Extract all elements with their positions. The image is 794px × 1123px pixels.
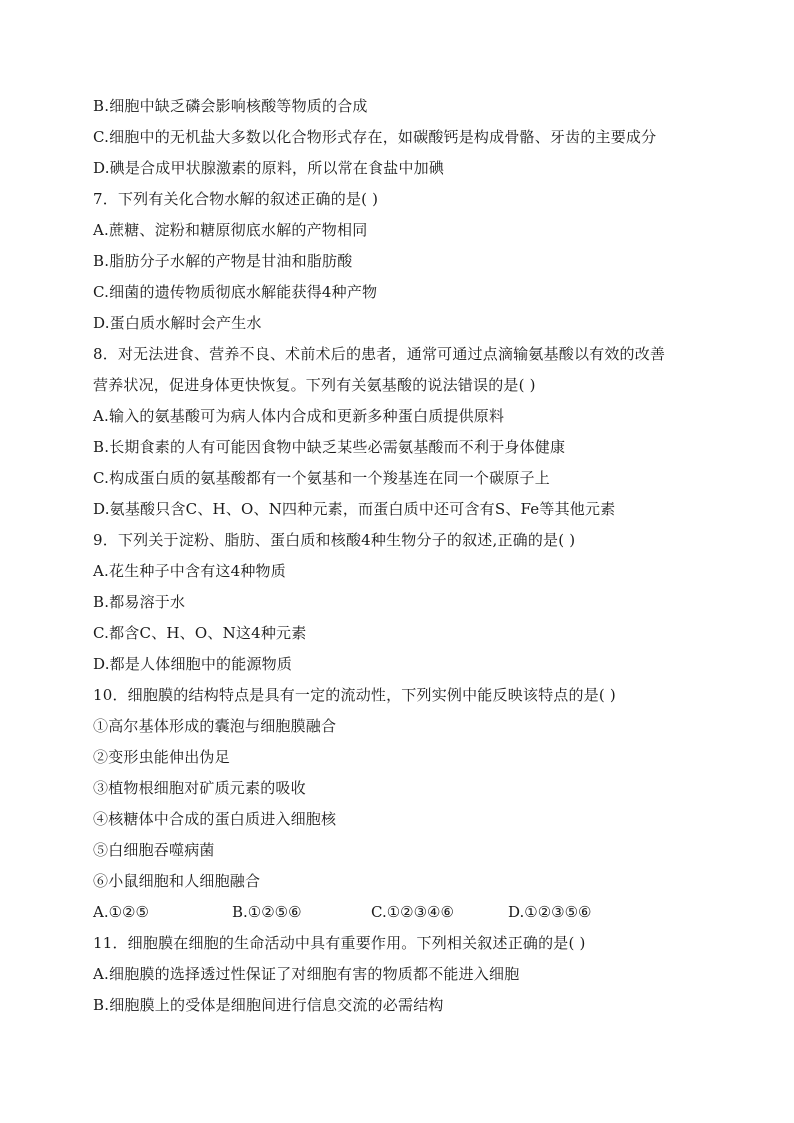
q10-option-c: C.①②③④⑥	[371, 903, 454, 921]
q10-item-5: ⑤白细胞吞噬病菌	[93, 841, 215, 859]
q6-option-b: B.细胞中缺乏磷会影响核酸等物质的合成	[93, 97, 368, 115]
q10-options-row	[93, 897, 713, 928]
q9-stem: 9．下列关于淀粉、脂肪、蛋白质和核酸4种生物分子的叙述,正确的是( )	[93, 531, 576, 549]
q9-option-c: C.都含C、H、O、N这4种元素	[93, 624, 307, 642]
q10-option-a: A.①②⑤	[93, 903, 149, 921]
q7-option-a: A.蔗糖、淀粉和糖原彻底水解的产物相同	[93, 221, 368, 239]
q8-stem-line-1: 8．对无法进食、营养不良、术前术后的患者，通常可通过点滴输氨基酸以有效的改善	[93, 345, 666, 363]
q7-option-b: B.脂肪分子水解的产物是甘油和脂肪酸	[93, 252, 353, 270]
q10-item-3: ③植物根细胞对矿质元素的吸收	[93, 779, 306, 797]
q6-option-d: D.碘是合成甲状腺激素的原料，所以常在食盐中加碘	[93, 159, 445, 177]
q9-option-b: B.都易溶于水	[93, 593, 186, 611]
q10-option-b: B.①②⑤⑥	[232, 903, 302, 921]
q10-item-6: ⑥小鼠细胞和人细胞融合	[93, 872, 261, 890]
q10-item-1: ①高尔基体形成的囊泡与细胞膜融合	[93, 717, 337, 735]
q6-option-c: C.细胞中的无机盐大多数以化合物形式存在，如碳酸钙是构成骨骼、牙齿的主要成分	[93, 128, 657, 146]
q7-stem: 7．下列有关化合物水解的叙述正确的是( )	[93, 190, 379, 208]
q10-item-2: ②变形虫能伸出伪足	[93, 748, 230, 766]
q10-option-d: D.①②③⑤⑥	[508, 903, 592, 921]
q10-stem: 10．细胞膜的结构特点是具有一定的流动性，下列实例中能反映该特点的是( )	[93, 686, 616, 704]
q7-option-c: C.细菌的遗传物质彻底水解能获得4种产物	[93, 283, 378, 301]
q8-option-c: C.构成蛋白质的氨基酸都有一个氨基和一个羧基连在同一个碳原子上	[93, 469, 550, 487]
q9-option-d: D.都是人体细胞中的能源物质	[93, 655, 293, 673]
q8-option-b: B.长期食素的人有可能因食物中缺乏某些必需氨基酸而不利于身体健康	[93, 438, 566, 456]
q11-stem: 11．细胞膜在细胞的生命活动中具有重要作用。下列相关叙述正确的是( )	[93, 934, 586, 952]
q9-option-a: A.花生种子中含有这4种物质	[93, 562, 286, 580]
question-body	[93, 91, 713, 1021]
q7-option-d: D.蛋白质水解时会产生水	[93, 314, 262, 332]
q8-stem-line-2: 营养状况，促进身体更快恢复。下列有关氨基酸的说法错误的是( )	[93, 376, 536, 394]
q8-option-d: D.氨基酸只含C、H、O、N四种元素，而蛋白质中还可含有S、Fe等其他元素	[93, 500, 616, 518]
q10-item-4: ④核糖体中合成的蛋白质进入细胞核	[93, 810, 337, 828]
q11-option-a: A.细胞膜的选择透过性保证了对细胞有害的物质都不能进入细胞	[93, 965, 520, 983]
q11-option-b: B.细胞膜上的受体是细胞间进行信息交流的必需结构	[93, 996, 444, 1014]
q8-option-a: A.输入的氨基酸可为病人体内合成和更新多种蛋白质提供原料	[93, 407, 505, 425]
